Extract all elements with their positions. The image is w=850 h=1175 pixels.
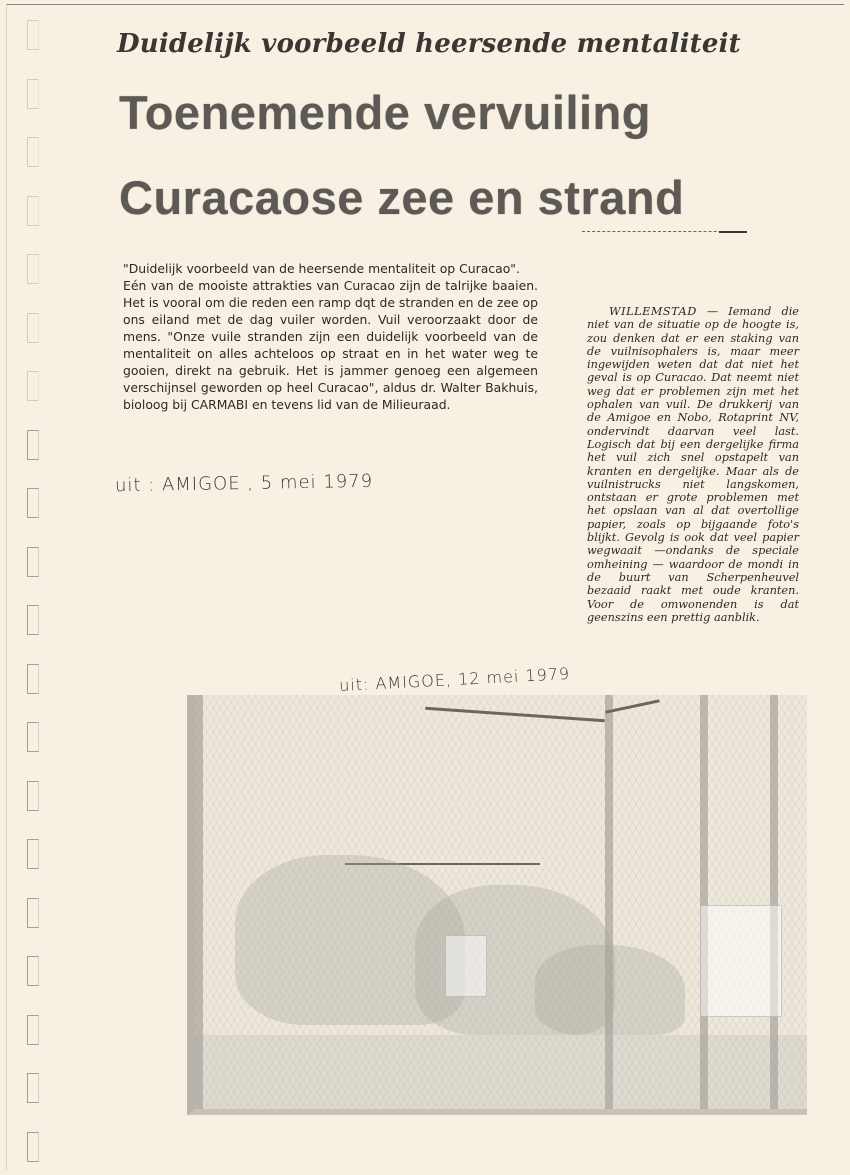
intro-text — [123, 260, 538, 413]
binding-hole — [27, 488, 39, 518]
paper-bundle — [445, 935, 487, 997]
binding-hole — [27, 722, 39, 752]
dateline: WILLEMSTAD — [609, 305, 697, 318]
binding-hole — [27, 664, 39, 694]
paper-heap — [535, 945, 685, 1035]
bin — [700, 905, 782, 1017]
binding-hole — [27, 1132, 39, 1162]
sidebar-body: — Iemand die niet van de situatie op de hoogte is, zou denken dat er een staking van de vuilnisophalers is, maar meer ingewijden weten dat dat niet het geval is op Curacao. Dat neemt niet weg dat er problemen zijn met het ophalen van vuil. De drukkerij van de Amigoe en Nobo, Rotaprint NV, ondervindt daarvan veel last. Logisch dat bij een dergelijke firma het vuil zich snel opstapelt van kranten en dergelijke. Maar als de vuilnistrucks niet langskomen, ontstaan er grote problemen met het opslaan van al dat overtollige papier, zoals op bijgaande foto's blijkt. Gevolg is ook dat veel papier wegwaait —ondanks de speciale omheining — waardoor de mondi in de buurt van Scherpenheuvel bezaaid raakt met oude kranten. Voor de omwonenden is dat geenszins een prettig aanblik. — [587, 305, 799, 624]
article-kicker: Duidelijk voorbeeld heersende mentaliteit — [117, 29, 741, 59]
binding-hole — [27, 605, 39, 635]
binding-hole — [27, 547, 39, 577]
binding-hole — [27, 20, 39, 50]
ground — [195, 1035, 807, 1115]
handwritten-source-note-2: uit: AMIGOE, 12 mei 1979 — [338, 663, 571, 696]
binding-hole — [27, 1073, 39, 1103]
binding-hole — [27, 79, 39, 109]
binding-hole — [27, 313, 39, 343]
intro-body: Eén van de mooiste attrakties van Curacao zijn de talrijke baaien. Het is vooral om die reden een ramp dqt de stranden en de zee op ons eiland met de dag vuiler worden. Vuil veroorzaakt door de mens. "Onze vuile stranden zijn een duidelijk voorbeeld van de mentaliteit on alles achteloos op straat en in het water weg te gooien, direkt na gebruik. Het is jammer genoeg een algemeen verschijnsel geworden op heel Curacao", aldus dr. Walter Bakhuis, bioloog bij CARMABI en tevens lid van de Milieuraad. — [123, 278, 538, 412]
halftone-photo — [187, 695, 807, 1115]
headline-line-1: Toenemende vervuiling — [119, 86, 651, 139]
scanned-page — [6, 4, 844, 1170]
binding-hole — [27, 839, 39, 869]
binding-holes — [27, 5, 47, 1175]
binding-hole — [27, 254, 39, 284]
binding-hole — [27, 137, 39, 167]
headline-line-2: Curacaose zee en strand — [119, 171, 685, 224]
fence-rail — [425, 707, 605, 723]
intro-quote: "Duidelijk voorbeeld van de heersende mentaliteit op Curacao". — [123, 261, 520, 276]
fence-rail — [605, 699, 659, 713]
binding-hole — [27, 1015, 39, 1045]
binding-hole — [27, 956, 39, 986]
headline-rule — [582, 231, 747, 232]
binding-hole — [27, 898, 39, 928]
binding-hole — [27, 196, 39, 226]
binding-hole — [27, 371, 39, 401]
sidebar-article — [587, 305, 799, 624]
binding-hole — [27, 430, 39, 460]
binding-hole — [27, 781, 39, 811]
handwritten-source-note-1: uit : AMIGOE , 5 mei 1979 — [114, 470, 374, 497]
